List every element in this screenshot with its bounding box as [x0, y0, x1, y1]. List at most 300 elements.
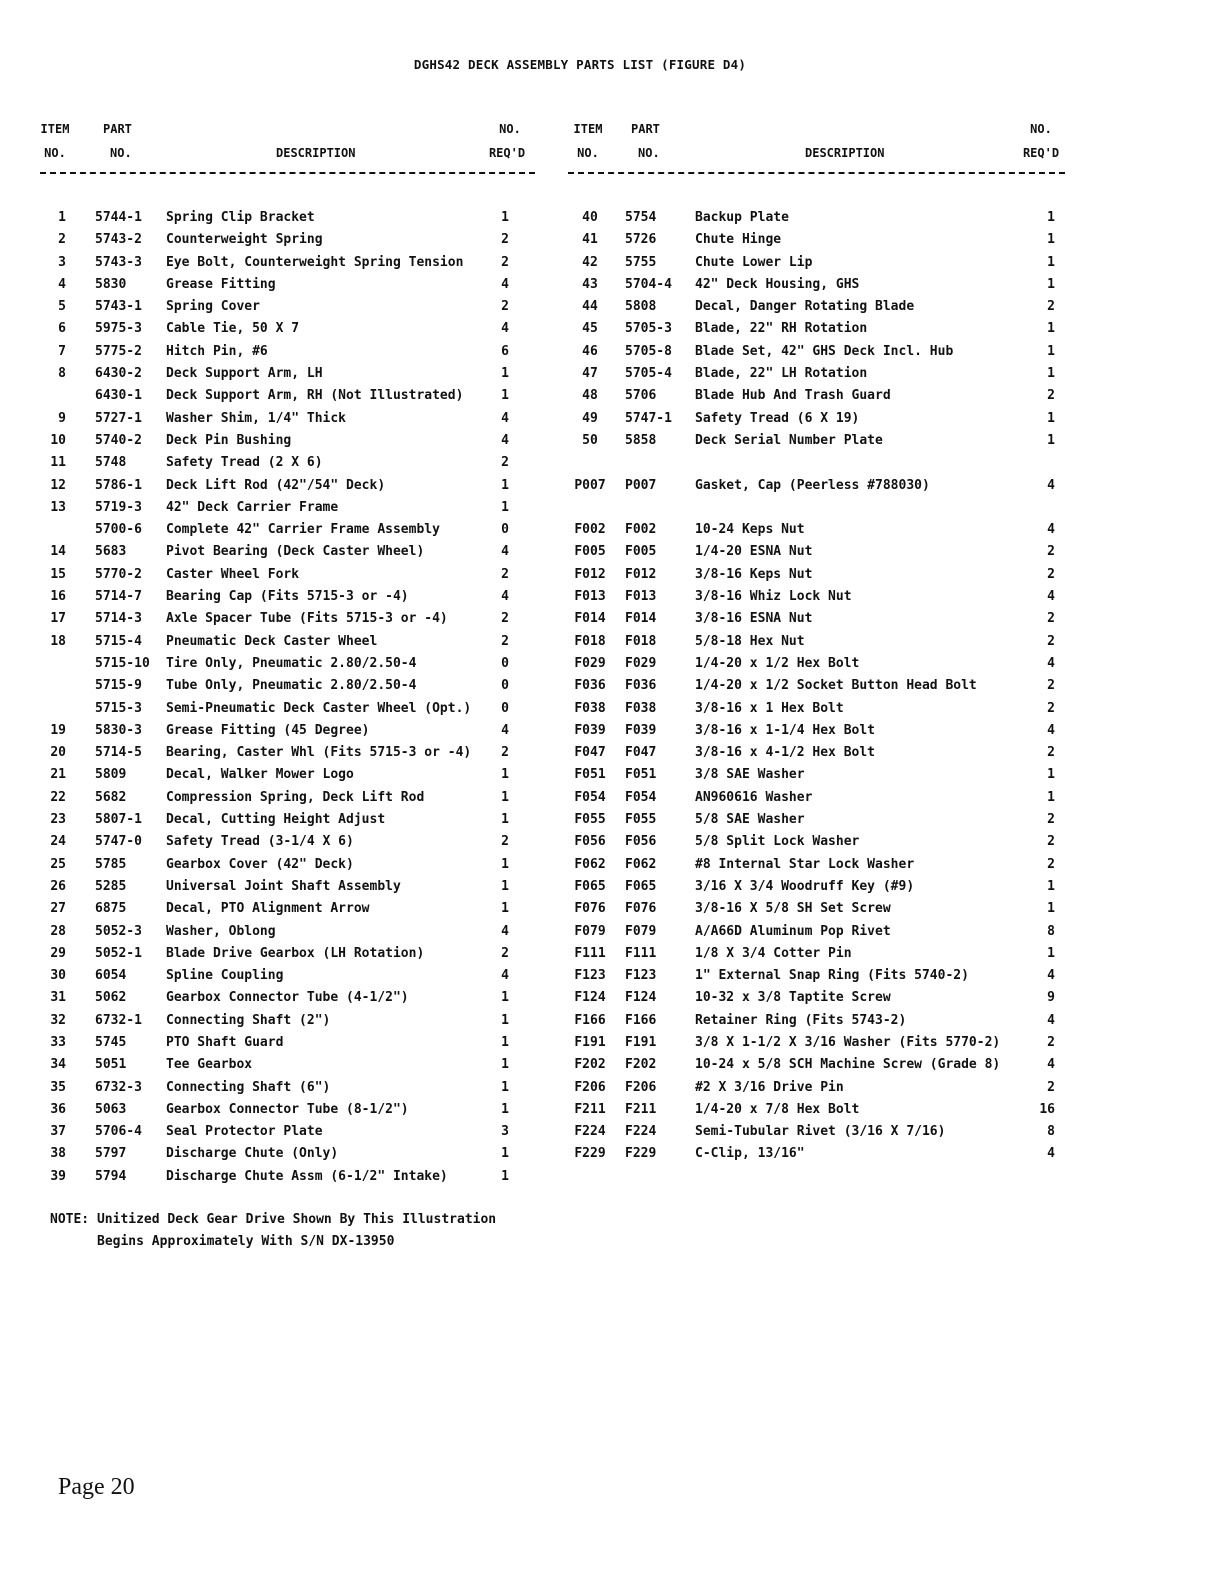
- table-body: [40, 210, 535, 1191]
- qty-required: 1: [501, 366, 509, 382]
- qty-required: 8: [1047, 1124, 1055, 1140]
- qty-required: 2: [1047, 299, 1055, 315]
- qty-required: 8: [1047, 923, 1055, 939]
- part-no: F224: [625, 1124, 657, 1140]
- table-row: [568, 834, 1065, 856]
- description: 3/8-16 Whiz Lock Nut: [695, 589, 852, 605]
- table-row: [568, 678, 1065, 700]
- description: Gearbox Connector Tube (4-1/2"): [166, 990, 409, 1006]
- qty-required: 4: [501, 432, 509, 448]
- part-no: F202: [625, 1057, 657, 1073]
- table-row: [40, 1124, 535, 1146]
- description: Eye Bolt, Counterweight Spring Tension: [166, 254, 464, 270]
- part-no: 5683: [95, 544, 127, 560]
- item-no: 7: [58, 343, 66, 359]
- qty-required: 2: [501, 455, 509, 471]
- table-row: [40, 210, 535, 232]
- qty-required: 2: [1047, 388, 1055, 404]
- table-row: [568, 968, 1065, 990]
- qty-required: 2: [1047, 700, 1055, 716]
- table-row: [568, 1035, 1065, 1057]
- table-row: [40, 433, 535, 455]
- description: Gearbox Connector Tube (8-1/2"): [166, 1101, 409, 1117]
- part-no: 5051: [95, 1057, 127, 1073]
- item-no: F051: [574, 767, 606, 783]
- description: 1/4-20 ESNA Nut: [695, 544, 813, 560]
- part-no: 5797: [95, 1146, 127, 1162]
- qty-required: 2: [1047, 633, 1055, 649]
- description: Blade Set, 42" GHS Deck Incl. Hub: [695, 343, 954, 359]
- description: #2 X 3/16 Drive Pin: [695, 1079, 844, 1095]
- part-no: F166: [625, 1012, 657, 1028]
- qty-required: 1: [501, 856, 509, 872]
- description: Deck Lift Rod (42"/54" Deck): [166, 477, 386, 493]
- page-number: Page 20: [58, 1474, 135, 1500]
- item-no: 29: [50, 945, 66, 961]
- qty-required: 1: [1047, 901, 1055, 917]
- description: 3/8-16 x 1-1/4 Hex Bolt: [695, 722, 876, 738]
- part-no: 5748: [95, 455, 127, 471]
- description: Compression Spring, Deck Lift Rod: [166, 789, 425, 805]
- table-row: [40, 455, 535, 477]
- item-no: 15: [50, 566, 66, 582]
- part-no: F054: [625, 789, 657, 805]
- table-row: [40, 589, 535, 611]
- qty-required: 1: [501, 1012, 509, 1028]
- part-no: P007: [625, 477, 657, 493]
- item-no: F079: [574, 923, 606, 939]
- description: Washer Shim, 1/4" Thick: [166, 410, 347, 426]
- part-no: F051: [625, 767, 657, 783]
- table-row: [40, 299, 535, 321]
- qty-required: 4: [1047, 968, 1055, 984]
- table-row: [568, 767, 1065, 789]
- table-row: [568, 946, 1065, 968]
- item-no: 4: [58, 276, 66, 292]
- header-part-top: PART: [103, 122, 132, 136]
- table-row: [568, 634, 1065, 656]
- table-row: [40, 946, 535, 968]
- description: Retainer Ring (Fits 5743-2): [695, 1012, 907, 1028]
- table-row: [568, 656, 1065, 678]
- item-no: 22: [50, 789, 66, 805]
- description: Decal, Danger Rotating Blade: [695, 299, 915, 315]
- qty-required: 9: [1047, 990, 1055, 1006]
- description: Safety Tread (2 X 6): [166, 455, 323, 471]
- item-no: 44: [582, 299, 598, 315]
- part-no: F124: [625, 990, 657, 1006]
- table-row: [40, 790, 535, 812]
- description: C-Clip, 13/16": [695, 1146, 805, 1162]
- description: Decal, Cutting Height Adjust: [166, 812, 386, 828]
- item-no: 25: [50, 856, 66, 872]
- header-item-bottom: NO.: [577, 146, 599, 160]
- part-no: F076: [625, 901, 657, 917]
- description: Pivot Bearing (Deck Caster Wheel): [166, 544, 425, 560]
- table-row: [40, 411, 535, 433]
- header-item-bottom: NO.: [44, 146, 66, 160]
- qty-required: 1: [501, 1168, 509, 1184]
- item-no: 42: [582, 254, 598, 270]
- item-no: F065: [574, 878, 606, 894]
- qty-required: 16: [1039, 1101, 1055, 1117]
- qty-required: 1: [1047, 321, 1055, 337]
- description: 3/8-16 x 4-1/2 Hex Bolt: [695, 745, 876, 761]
- table-row: [40, 500, 535, 522]
- table-row: [568, 990, 1065, 1012]
- part-no: F055: [625, 812, 657, 828]
- part-no: 5705-4: [625, 366, 672, 382]
- qty-required: 1: [501, 878, 509, 894]
- description: Semi-Pneumatic Deck Caster Wheel (Opt.): [166, 700, 472, 716]
- qty-required: 4: [1047, 655, 1055, 671]
- qty-required: 1: [1047, 343, 1055, 359]
- qty-required: 1: [501, 901, 509, 917]
- qty-required: 2: [1047, 566, 1055, 582]
- table-row: [40, 990, 535, 1012]
- description: 3/8-16 x 1 Hex Bolt: [695, 700, 844, 716]
- qty-required: 2: [1047, 812, 1055, 828]
- table-row: [40, 678, 535, 700]
- item-no: 49: [582, 410, 598, 426]
- description: 1/4-20 x 1/2 Socket Button Head Bolt: [695, 678, 977, 694]
- part-no: 6430-2: [95, 366, 142, 382]
- description: Deck Serial Number Plate: [695, 432, 883, 448]
- item-no: 48: [582, 388, 598, 404]
- note-line-1: NOTE: Unitized Deck Gear Drive Shown By This Illustration: [50, 1212, 497, 1227]
- item-no: 33: [50, 1034, 66, 1050]
- table-row: [568, 924, 1065, 946]
- part-no: 5809: [95, 767, 127, 783]
- part-no: F029: [625, 655, 657, 671]
- qty-required: 4: [1047, 589, 1055, 605]
- description: 10-32 x 3/8 Taptite Screw: [695, 990, 891, 1006]
- item-no: 3: [58, 254, 66, 270]
- qty-required: 2: [1047, 611, 1055, 627]
- description: Bearing Cap (Fits 5715-3 or -4): [166, 589, 409, 605]
- table-row: [568, 366, 1065, 388]
- qty-required: 1: [501, 1101, 509, 1117]
- item-no: 27: [50, 901, 66, 917]
- table-row: [568, 589, 1065, 611]
- qty-required: 1: [501, 789, 509, 805]
- description: Tee Gearbox: [166, 1057, 253, 1073]
- qty-required: 2: [501, 945, 509, 961]
- item-no: F202: [574, 1057, 606, 1073]
- item-no: 16: [50, 589, 66, 605]
- table-row: [40, 879, 535, 901]
- part-no: 5830: [95, 276, 127, 292]
- header-req-top: NO.: [499, 122, 521, 136]
- table-row: [40, 857, 535, 879]
- table-row: [568, 232, 1065, 254]
- description: 1/4-20 x 1/2 Hex Bolt: [695, 655, 860, 671]
- table-body: [568, 478, 1065, 500]
- part-no: F123: [625, 968, 657, 984]
- part-no: 5747-1: [625, 410, 672, 426]
- header-part-bottom: NO.: [638, 146, 660, 160]
- qty-required: 1: [1047, 767, 1055, 783]
- part-no: 5714-3: [95, 611, 142, 627]
- part-no: 5062: [95, 990, 127, 1006]
- description: Blade, 22" RH Rotation: [695, 321, 868, 337]
- part-no: F014: [625, 611, 657, 627]
- part-no: 5714-7: [95, 589, 142, 605]
- item-no: 8: [58, 366, 66, 382]
- item-no: F005: [574, 544, 606, 560]
- header-req-bottom: REQ'D: [488, 146, 526, 160]
- part-no: F065: [625, 878, 657, 894]
- qty-required: 1: [1047, 789, 1055, 805]
- part-no: 5715-3: [95, 700, 142, 716]
- item-no: 38: [50, 1146, 66, 1162]
- table-row: [40, 1057, 535, 1079]
- item-no: 26: [50, 878, 66, 894]
- item-no: 5: [58, 299, 66, 315]
- part-no: 5285: [95, 878, 127, 894]
- item-no: F013: [574, 589, 606, 605]
- table-row: [40, 522, 535, 544]
- qty-required: 2: [501, 633, 509, 649]
- description: Spring Clip Bracket: [166, 210, 315, 225]
- description: AN960616 Washer: [695, 789, 813, 805]
- part-no: F206: [625, 1079, 657, 1095]
- description: 42" Deck Housing, GHS: [695, 276, 860, 292]
- qty-required: 2: [1047, 544, 1055, 560]
- table-row: [40, 1146, 535, 1168]
- table-row: [568, 411, 1065, 433]
- qty-required: 1: [1047, 945, 1055, 961]
- item-no: 37: [50, 1124, 66, 1140]
- item-no: 19: [50, 722, 66, 738]
- description: 5/8 SAE Washer: [695, 812, 805, 828]
- part-no: 5743-1: [95, 299, 142, 315]
- table-row: [40, 344, 535, 366]
- part-no: 5740-2: [95, 432, 142, 448]
- part-no: 5706: [625, 388, 657, 404]
- qty-required: 1: [501, 1079, 509, 1095]
- item-no: 10: [50, 432, 66, 448]
- table-row: [40, 767, 535, 789]
- table-row: [568, 701, 1065, 723]
- item-no: F012: [574, 566, 606, 582]
- item-no: F054: [574, 789, 606, 805]
- part-no: 5785: [95, 856, 127, 872]
- part-no: 5705-3: [625, 321, 672, 337]
- qty-required: 1: [501, 477, 509, 493]
- table-row: [568, 321, 1065, 343]
- part-no: 5794: [95, 1168, 127, 1184]
- qty-required: 2: [501, 299, 509, 315]
- qty-required: 2: [501, 566, 509, 582]
- qty-required: 1: [1047, 210, 1055, 225]
- qty-required: 4: [1047, 1012, 1055, 1028]
- table-row: [40, 901, 535, 923]
- part-no: 5747-0: [95, 834, 142, 850]
- item-no: 14: [50, 544, 66, 560]
- description: 3/8-16 Keps Nut: [695, 566, 813, 582]
- qty-required: 4: [501, 321, 509, 337]
- table-row: [568, 812, 1065, 834]
- qty-required: 4: [1047, 522, 1055, 538]
- description: Deck Pin Bushing: [166, 432, 292, 448]
- description: Connecting Shaft (2"): [166, 1012, 331, 1028]
- part-no: 5745: [95, 1034, 127, 1050]
- note-line-2: Begins Approximately With S/N DX-13950: [97, 1234, 395, 1249]
- table-row: [40, 1080, 535, 1102]
- description: Hitch Pin, #6: [166, 343, 268, 359]
- item-no: 28: [50, 923, 66, 939]
- table-row: [568, 388, 1065, 410]
- table-row: [568, 255, 1065, 277]
- description: Decal, PTO Alignment Arrow: [166, 901, 370, 917]
- part-no: 5700-6: [95, 522, 142, 538]
- qty-required: 1: [501, 499, 509, 515]
- description: 3/8-16 X 5/8 SH Set Screw: [695, 901, 891, 917]
- part-no: F191: [625, 1034, 657, 1050]
- description: Deck Support Arm, RH (Not Illustrated): [166, 388, 464, 404]
- part-no: F079: [625, 923, 657, 939]
- parts-table-left: [40, 122, 535, 1191]
- part-no: F002: [625, 522, 657, 538]
- description: Washer, Oblong: [166, 923, 276, 939]
- item-no: F111: [574, 945, 606, 961]
- item-no: F191: [574, 1034, 606, 1050]
- item-no: 17: [50, 611, 66, 627]
- table-row: [568, 745, 1065, 767]
- qty-required: 0: [501, 522, 509, 538]
- part-no: F039: [625, 722, 657, 738]
- qty-required: 1: [1047, 366, 1055, 382]
- description: Connecting Shaft (6"): [166, 1079, 331, 1095]
- item-no: F206: [574, 1079, 606, 1095]
- part-no: 6732-3: [95, 1079, 142, 1095]
- description: Gearbox Cover (42" Deck): [166, 856, 354, 872]
- item-no: F229: [574, 1146, 606, 1162]
- part-no: F211: [625, 1101, 657, 1117]
- description: 3/8-16 ESNA Nut: [695, 611, 813, 627]
- description: Spring Cover: [166, 299, 260, 315]
- item-no: 31: [50, 990, 66, 1006]
- description: 3/8 X 1-1/2 X 3/16 Washer (Fits 5770-2): [695, 1034, 1001, 1050]
- table-row: [40, 723, 535, 745]
- item-no: 36: [50, 1101, 66, 1117]
- item-no: 34: [50, 1057, 66, 1073]
- item-no: F047: [574, 745, 606, 761]
- part-no: F062: [625, 856, 657, 872]
- qty-required: 6: [501, 343, 509, 359]
- table-row: [40, 656, 535, 678]
- qty-required: 2: [501, 745, 509, 761]
- table-row: [40, 812, 535, 834]
- table-row: [40, 544, 535, 566]
- qty-required: 1: [1047, 232, 1055, 248]
- description: Blade, 22" LH Rotation: [695, 366, 868, 382]
- part-no: 5775-2: [95, 343, 142, 359]
- part-no: 5682: [95, 789, 127, 805]
- description: Caster Wheel Fork: [166, 566, 300, 582]
- description: Bearing, Caster Whl (Fits 5715-3 or -4): [166, 745, 472, 761]
- qty-required: 4: [501, 544, 509, 560]
- item-no: 30: [50, 968, 66, 984]
- header-req-top: NO.: [1030, 122, 1052, 136]
- header-divider: [40, 170, 535, 174]
- table-row: [40, 1102, 535, 1124]
- table-row: [40, 366, 535, 388]
- part-no: F005: [625, 544, 657, 560]
- qty-required: 1: [501, 767, 509, 783]
- description: Seal Protector Plate: [166, 1124, 323, 1140]
- qty-required: 2: [1047, 1034, 1055, 1050]
- header-req-bottom: REQ'D: [1022, 146, 1060, 160]
- table-row: [568, 611, 1065, 633]
- qty-required: 4: [1047, 477, 1055, 493]
- table-row: [568, 567, 1065, 589]
- page-title: DGHS42 DECK ASSEMBLY PARTS LIST (FIGURE D4): [413, 57, 747, 72]
- description: Grease Fitting (45 Degree): [166, 722, 370, 738]
- part-no: 5704-4: [625, 276, 672, 292]
- item-no: F224: [574, 1124, 606, 1140]
- table-body: [568, 522, 1065, 1169]
- table-row: [568, 277, 1065, 299]
- item-no: F039: [574, 722, 606, 738]
- item-no: 32: [50, 1012, 66, 1028]
- qty-required: 4: [501, 923, 509, 939]
- part-no: 5719-3: [95, 499, 142, 515]
- table-row: [568, 790, 1065, 812]
- header-item-top: ITEM: [573, 122, 603, 136]
- qty-required: 2: [501, 254, 509, 270]
- description: Discharge Chute (Only): [166, 1146, 339, 1162]
- part-no: F018: [625, 633, 657, 649]
- description: 42" Deck Carrier Frame: [166, 499, 339, 515]
- item-no: F055: [574, 812, 606, 828]
- description: Safety Tread (6 X 19): [695, 410, 860, 426]
- part-no: 5052-1: [95, 945, 142, 961]
- item-no: 11: [50, 455, 66, 471]
- item-no: 41: [582, 232, 598, 248]
- description: Tire Only, Pneumatic 2.80/2.50-4: [166, 655, 417, 671]
- description: Spline Coupling: [166, 968, 284, 984]
- qty-required: 2: [1047, 1079, 1055, 1095]
- description: 3/8 SAE Washer: [695, 767, 805, 783]
- table-row: [568, 1057, 1065, 1079]
- table-row: [568, 1146, 1065, 1168]
- qty-required: 4: [501, 276, 509, 292]
- item-no: F123: [574, 968, 606, 984]
- part-no: 5052-3: [95, 923, 142, 939]
- item-no: 43: [582, 276, 598, 292]
- item-no: 23: [50, 812, 66, 828]
- header-description: DESCRIPTION: [276, 146, 356, 160]
- description: 5/8-18 Hex Nut: [695, 633, 805, 649]
- description: Pneumatic Deck Caster Wheel: [166, 633, 378, 649]
- description: 10-24 Keps Nut: [695, 522, 805, 538]
- description: Complete 42" Carrier Frame Assembly: [166, 522, 440, 538]
- table-row: [40, 924, 535, 946]
- header-item-top: ITEM: [40, 122, 70, 136]
- table-row: [40, 1035, 535, 1057]
- table-row: [40, 1169, 535, 1191]
- qty-required: 1: [501, 812, 509, 828]
- table-row: [40, 388, 535, 410]
- description: Chute Hinge: [695, 232, 782, 248]
- qty-required: 4: [1047, 722, 1055, 738]
- part-no: F038: [625, 700, 657, 716]
- item-no: F062: [574, 856, 606, 872]
- header-part-top: PART: [631, 122, 660, 136]
- table-row: [568, 1013, 1065, 1035]
